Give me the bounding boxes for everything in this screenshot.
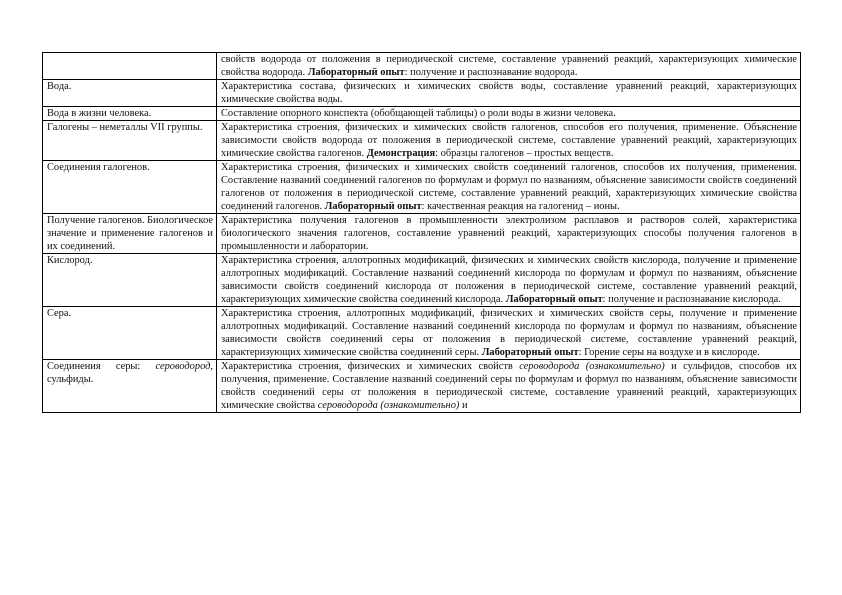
text-run: и: [459, 400, 468, 411]
description-cell: [217, 214, 801, 254]
italic-term: сероводород: [155, 361, 211, 372]
text-run: , сульфиды.: [47, 361, 213, 385]
syllabus-table: [42, 52, 801, 413]
topic-cell: [43, 161, 217, 214]
text-run: : образцы галогенов – простых веществ.: [435, 148, 614, 159]
bold-label: Лабораторный опыт: [324, 201, 422, 212]
description-cell: [217, 360, 801, 413]
bold-label: Лабораторный опыт: [307, 67, 405, 78]
text-run: Соединения галогенов.: [47, 162, 150, 173]
text-run: Сера.: [47, 308, 72, 319]
text-run: : Горение серы на воздухе и в кислороде.: [578, 347, 760, 358]
table-row: [43, 214, 801, 254]
description-cell: [217, 307, 801, 360]
table-row: [43, 161, 801, 214]
topic-cell: [43, 53, 217, 80]
description-cell: [217, 121, 801, 161]
topic-cell: [43, 214, 217, 254]
text-run: Характеристика строения, физических и химических свойств: [221, 361, 520, 372]
text-run: Характеристика строения, аллотропных модификаций, физических и химических свойств серы, получение и применение аллотропных модификаций. Составление названий соединений кислорода по формулам и формул по названиям, объяснение зависимости свойств соединений серы от положения в периодической системе, составление уравнений реакций, характеризующих химические свойства соединений серы.: [221, 308, 797, 358]
table-row: [43, 360, 801, 413]
text-run: Характеристика состава, физических и химических свойств воды, составление уравнений реакций, характеризующих химические свойства воды.: [221, 81, 797, 105]
description-cell: [217, 80, 801, 107]
table-row: [43, 121, 801, 161]
text-run: : качественная реакция на галогенид – ионы.: [421, 201, 620, 212]
text-run: Галогены – неметаллы VII группы.: [47, 122, 203, 133]
text-run: Составление опорного конспекта (обобщающей таблицы) о роли воды в жизни человека.: [221, 108, 616, 119]
table-row: [43, 254, 801, 307]
table-row: [43, 307, 801, 360]
text-run: Соединения серы:: [47, 361, 156, 372]
bold-label: Лабораторный опыт: [505, 294, 603, 305]
text-run: Характеристика строения, физических и химических свойств галогенов, способов его получения, применение. Объяснение зависимости свойств водорода от положения в периодической системе, составление уравнений реакций, характеризующих химические свойства галогенов.: [221, 122, 797, 159]
topic-cell: [43, 80, 217, 107]
text-run: Кислород.: [47, 255, 93, 266]
description-cell: [217, 53, 801, 80]
description-cell: [217, 161, 801, 214]
text-run: Вода в жизни человека.: [47, 108, 152, 119]
table-row: [43, 80, 801, 107]
topic-cell: [43, 254, 217, 307]
description-cell: [217, 107, 801, 121]
description-cell: [217, 254, 801, 307]
topic-cell: [43, 360, 217, 413]
topic-cell: [43, 307, 217, 360]
text-run: свойств водорода от положения в периодической системе, составление уравнений реакций, характеризующих химические свойства водорода.: [221, 54, 797, 78]
italic-term: сероводорода (ознакомительно): [317, 400, 460, 411]
text-run: Характеристика получения галогенов в промышленности электролизом расплавов и растворов солей, характеристика биологического значения галогенов, составление уравнений реакций, характеризующих способы получения галогенов в промышленности и лаборатории.: [221, 215, 797, 252]
topic-cell: [43, 107, 217, 121]
text-run: и сульфидов, способов их получения, применение. Составление названий соединений серы по формулам и формул по названиям, объяснение зависимости свойств соединений серы от положения в периодической системе, составление уравнений реакций, характеризующих химические свойства: [221, 361, 797, 411]
text-run: : получение и распознавание кислорода.: [602, 294, 781, 305]
text-run: Характеристика строения, аллотропных модификаций, физических и химических свойств кислорода, получение и применение аллотропных модификаций. Составление названий соединений кислорода по формулам и формул по названиям, объяснение зависимости свойств соединений кислорода от положения в периодической системе, составление уравнений реакций, характеризующих химические свойства соединений кислорода.: [221, 255, 797, 305]
table-row: [43, 107, 801, 121]
bold-label: Демонстрация: [366, 148, 436, 159]
text-run: : получение и распознавание водорода.: [404, 67, 578, 78]
bold-label: Лабораторный опыт: [481, 347, 579, 358]
topic-cell: [43, 121, 217, 161]
italic-term: сероводорода (ознакомительно): [519, 361, 665, 372]
table-row: [43, 53, 801, 80]
text-run: Характеристика строения, физических и химических свойств соединений галогенов, способов их получения, применения. Составление названий соединений галогенов по формулам и формул по названиям, объяснение зависимости свойств соединений галогенов от положения в периодической системе, составление уравнений реакций, характеризующих химические свойства соединений галогенов.: [221, 162, 797, 212]
table-body: [43, 53, 801, 413]
text-run: Получение галогенов. Биологическое значение и применение галогенов и их соединений.: [47, 215, 214, 252]
text-run: Вода.: [47, 81, 72, 92]
